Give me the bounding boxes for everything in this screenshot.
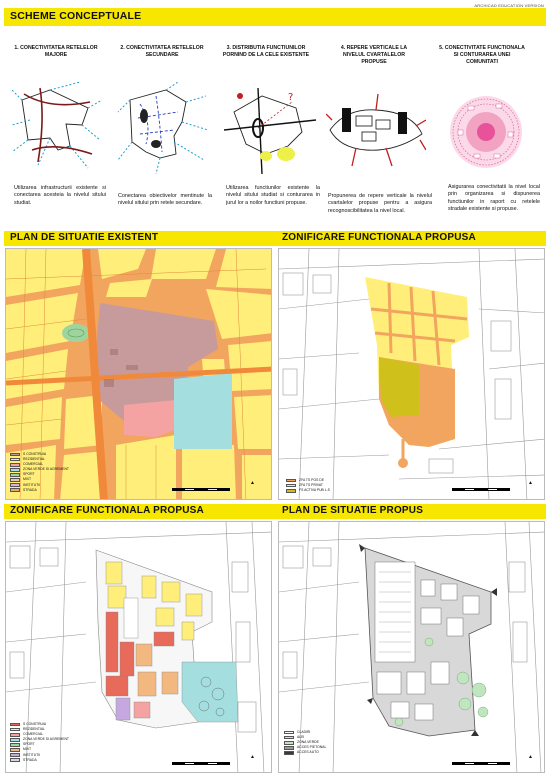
scale-bar [172, 488, 230, 491]
legend-swatch [10, 748, 20, 752]
scale-bar [452, 762, 510, 765]
legend-swatch [10, 463, 20, 467]
scale-bar [172, 762, 230, 765]
legend-swatch [284, 746, 294, 750]
legend-label: INSTITUTII [23, 752, 41, 757]
existing-plan-title: PLAN DE SITUATIE EXISTENT [10, 232, 159, 243]
scheme-item-title: 2. CONECTIVITATEA RETELELOR SECUNDARE [120, 45, 204, 58]
legend-label: ZONA VERDE SI AGREMENT [23, 737, 69, 742]
legend-label: INSTITUTII [23, 482, 41, 487]
legend-swatch [10, 743, 20, 747]
legend-swatch [10, 468, 20, 472]
plans-header-bar-bottom [4, 504, 546, 519]
legend-label: S CONSTRUIA [23, 722, 47, 726]
legend-swatch [10, 478, 20, 482]
legend-label: STRADA [23, 757, 37, 762]
existing-legend [10, 452, 69, 493]
community-connectivity-diagram-icon [446, 92, 526, 172]
scheme-item-title: 5. CONECTIVITATE FUNCTIONALA SI CONTURAREA UNEI COMUNITATI [439, 45, 525, 65]
legend-item [10, 467, 69, 472]
svg-text:?: ? [288, 92, 294, 103]
proposed-legend [284, 730, 326, 755]
legend-label: MIXT [23, 747, 32, 752]
legend-swatch [10, 753, 20, 757]
legend-swatch [10, 453, 20, 457]
north-arrow-icon: ▲ [528, 754, 533, 760]
legend-swatch [10, 723, 20, 727]
legend-swatch [286, 484, 296, 488]
scheme-item-title: 4. REPERE VERTICALE LA NIVELUL CVARTALELOR PROPUSE [340, 45, 408, 65]
scheme-item-title: 3. DISTRIBUTIA FUNCTIUNILOR PORNIND DE LA CELE EXISTENTE [222, 45, 310, 58]
scheme-item-text: Utilizarea infrastructurii existente si conectarea acesteia la nivelul sitului studiat. [14, 185, 106, 206]
legend-label: ZONA VERDE SI AGREMENT [23, 467, 69, 472]
zoning-top-plan [278, 248, 545, 500]
vertical-landmarks-diagram-icon [326, 90, 426, 178]
legend-swatch [10, 458, 20, 462]
north-arrow-icon: ▲ [528, 480, 533, 486]
scheme-item-text: Propunerea de repere verticale la nivelul cvartalelor propuse pentru a asigura recognoscibilitatea la nivel local. [328, 193, 432, 214]
watermark: ARCHICAD EDUCATION VERSION [474, 3, 544, 8]
legend-swatch [284, 741, 294, 745]
legend-swatch [286, 489, 296, 493]
legend-item [10, 488, 69, 493]
function-distribution-diagram-icon [222, 82, 317, 177]
legend-swatch [284, 736, 294, 740]
legend-swatch [10, 483, 20, 487]
legend-label: COMERCIAL [23, 462, 44, 467]
scheme-item-text: Conectarea obiectivelor mentinute la nivelul sitului prin retele secundare. [118, 193, 212, 207]
legend-swatch [284, 731, 294, 735]
legend-swatch [10, 473, 20, 477]
zoning-top-legend [286, 478, 330, 493]
legend-label: CLADIRI [297, 730, 311, 734]
legend-swatch [10, 488, 20, 492]
legend-label: REZIDENTIAL [23, 457, 46, 462]
legend-swatch [286, 479, 296, 483]
legend-label: SPORT [23, 742, 35, 747]
legend-label: S CONSTRUIA [23, 452, 47, 456]
legend-item [10, 737, 69, 742]
legend-label: ALEI [297, 735, 305, 740]
legend-swatch [10, 733, 20, 737]
zoning-top-title: ZONIFICARE FUNCTIONALA PROPUSA [282, 232, 476, 243]
legend-label: FS ACTIVA PUB L.S [299, 488, 330, 493]
legend-item [284, 750, 326, 755]
legend-label: STRADA [23, 487, 37, 492]
zoning-bottom-title: ZONIFICARE FUNCTIONALA PROPUSA [10, 505, 204, 516]
plans-header-bar-top [4, 231, 546, 246]
legend-label: ACCES AUTO [297, 750, 319, 755]
scheme-item-title: 1. CONECTIVITATEA RETELELOR MAJORE [14, 45, 98, 58]
legend-label: REZIDENTIAL [23, 727, 46, 732]
secondary-networks-diagram-icon [116, 82, 211, 177]
legend-swatch [10, 758, 20, 762]
legend-label: ZFA TS PRIVAT [299, 483, 323, 488]
legend-label: ZONA VERDE [297, 740, 319, 745]
north-arrow-icon: ▲ [250, 480, 255, 486]
legend-swatch [284, 751, 294, 755]
legend-label: ACCES PIETONAL [297, 745, 327, 750]
zoning-bottom-legend [10, 722, 69, 763]
north-arrow-icon: ▲ [250, 754, 255, 760]
legend-label: SPORT [23, 472, 35, 477]
legend-label: ZFA TS POS DE [299, 478, 324, 482]
scheme-item-text: Utilizarea functiunilor existente la nivelul sitului studiat si conturarea in jurul lor a noilor functiuni propuse. [226, 185, 320, 206]
scheme-item-text: Asigurarea conectivitatii la nivel local prin organizarea si dispunerea functiunilor in raport cu retelele stradale existente si propuse. [448, 184, 540, 212]
major-networks-diagram-icon [10, 80, 105, 175]
legend-item [10, 758, 69, 763]
legend-swatch [10, 738, 20, 742]
scheme-title: SCHEME CONCEPTUALE [10, 10, 142, 22]
zoning-top-map [279, 249, 545, 500]
legend-item [286, 488, 330, 493]
proposed-plan-title: PLAN DE SITUATIE PROPUS [282, 505, 424, 516]
scale-bar [452, 488, 510, 491]
legend-label: COMERCIAL [23, 732, 44, 737]
scheme-header-bar [4, 8, 546, 26]
legend-label: MIXT [23, 477, 32, 482]
legend-swatch [10, 728, 20, 732]
